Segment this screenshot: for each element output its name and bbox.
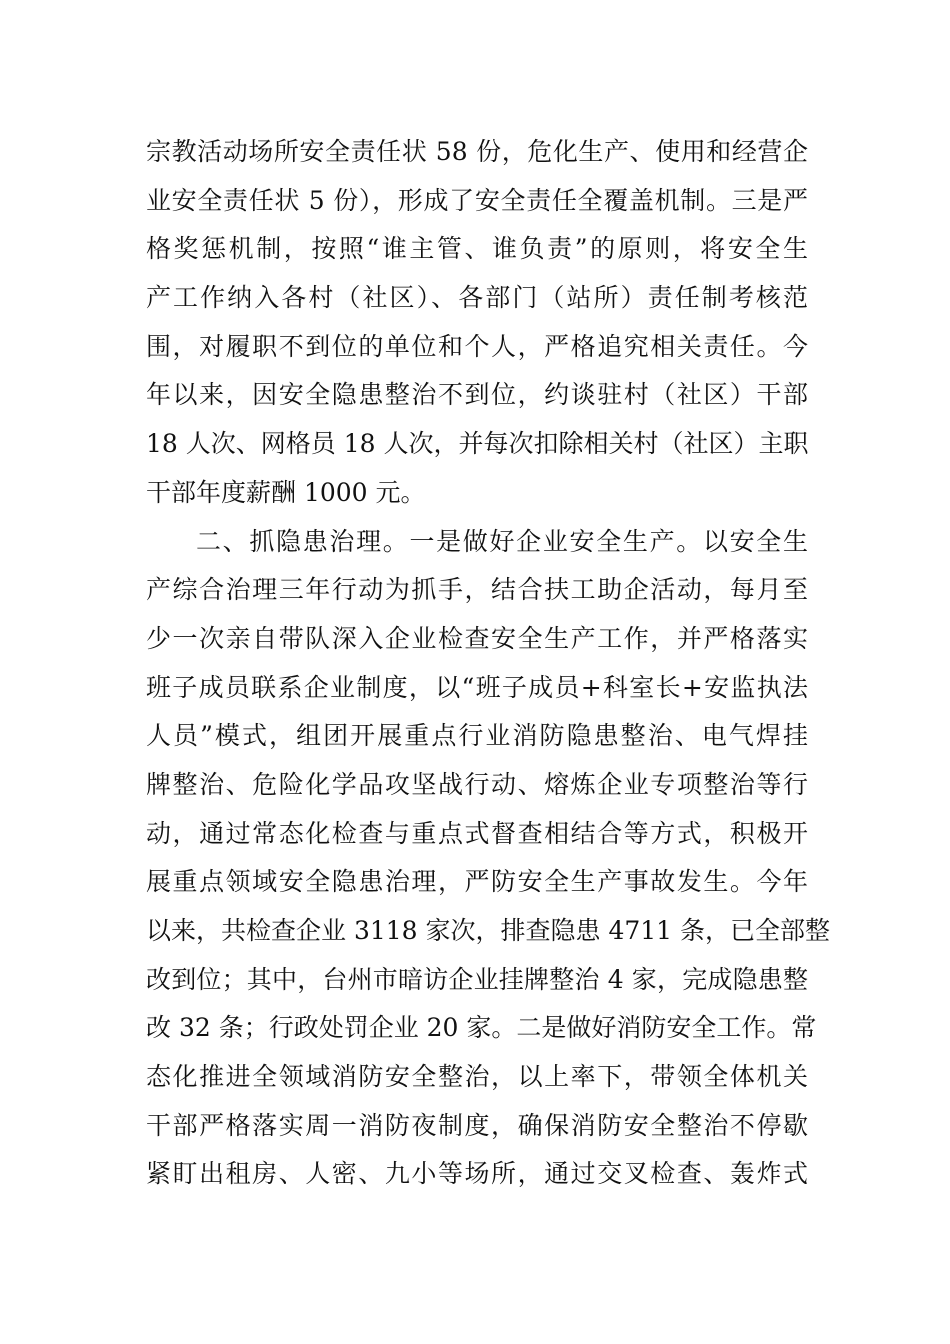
text-line: 宗教活动场所安全责任状 58 份，危化生产、使用和经营企 [146,137,808,166]
text-line: 少一次亲自带队深入企业检查安全生产工作，并严格落实 [146,623,808,653]
text-line: 紧盯出租房、人密、九小等场所，通过交叉检查、轰炸式 [146,1159,808,1189]
text-line: 格奖惩机制，按照“谁主管、谁负责”的原则，将安全生 [146,234,808,264]
text-line: 态化推进全领域消防安全整治，以上率下，带领全体机关 [146,1062,808,1092]
text-line: 业安全责任状 5 份），形成了安全责任全覆盖机制。三是严 [146,185,808,215]
text-line: 干部严格落实周一消防夜制度，确保消防安全整治不停歇 [146,1110,808,1140]
text-line: 动，通过常态化检查与重点式督查相结合等方式，积极开 [146,818,808,848]
text-line: 18 人次、网格员 18 人次，并每次扣除相关村（社区）主职 [146,429,809,459]
text-line: 以来，共检查企业 3118 家次，排查隐患 4711 条，已全部整 [146,916,831,945]
text-line: 产综合治理三年行动为抓手，结合扶工助企活动，每月至 [146,575,808,605]
paragraph-end-line: 干部年度薪酬 1000 元。 [146,477,426,507]
text-line: 产工作纳入各村（社区）、各部门（站所）责任制考核范 [146,283,808,313]
text-line: 改到位；其中，台州市暗访企业挂牌整治 4 家，完成隐患整 [146,964,808,994]
text-line: 年以来，因安全隐患整治不到位，约谈驻村（社区）干部 [146,380,808,410]
section-heading-line: 二、抓隐患治理。一是做好企业安全生产。以安全生 [196,526,808,556]
text-line: 牌整治、危险化学品攻坚战行动、熔炼企业专项整治等行 [146,769,808,799]
text-line: 人员”模式，组团开展重点行业消防隐患整治、电气焊挂 [146,721,808,751]
text-line: 改 32 条；行政处罚企业 20 家。二是做好消防安全工作。常 [146,1013,817,1043]
text-line: 展重点领域安全隐患治理，严防安全生产事故发生。今年 [146,867,808,897]
text-line: 班子成员联系企业制度，以“班子成员+科室长+安监执法 [146,672,808,702]
text-line: 围，对履职不到位的单位和个人，严格追究相关责任。今 [146,331,808,361]
body-text [146,128,831,1199]
